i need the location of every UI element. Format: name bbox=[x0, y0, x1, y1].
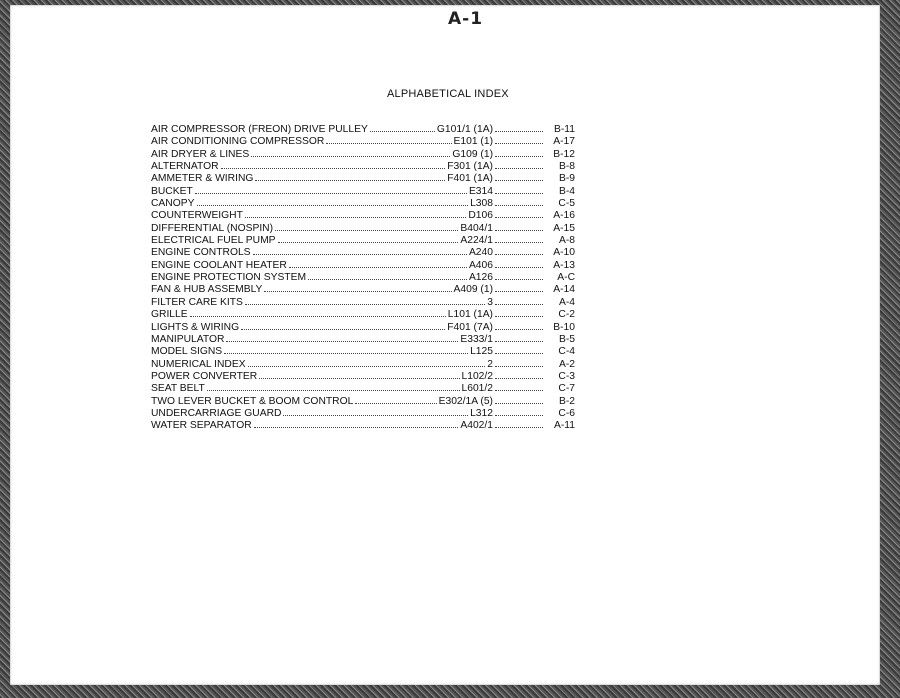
leader-dots bbox=[495, 192, 543, 194]
index-entry bbox=[151, 235, 575, 247]
entry-page: A-C bbox=[557, 272, 575, 284]
entry-page: A-4 bbox=[558, 296, 575, 308]
leader-dots bbox=[495, 303, 543, 305]
leader-dots bbox=[275, 229, 458, 231]
leader-dots bbox=[495, 253, 543, 255]
entry-ref: L312 bbox=[470, 407, 493, 419]
entry-name: SEAT BELT bbox=[151, 383, 205, 395]
entry-ref: L102/2 bbox=[461, 370, 493, 382]
index-entry bbox=[151, 359, 575, 371]
entry-ref: A409 (1) bbox=[453, 284, 493, 296]
index-entry bbox=[151, 186, 575, 198]
entry-page: B-2 bbox=[558, 395, 575, 407]
entry-name: FAN & HUB ASSEMBLY bbox=[151, 284, 263, 296]
entry-ref: G101/1 (1A) bbox=[436, 124, 493, 135]
entry-name: AMMETER & WIRING bbox=[151, 173, 254, 185]
leader-dots bbox=[190, 315, 446, 317]
index-list bbox=[151, 124, 575, 433]
leader-dots bbox=[495, 340, 543, 342]
entry-name: WATER SEPARATOR bbox=[151, 420, 252, 432]
index-entry bbox=[151, 124, 575, 136]
leader-dots bbox=[259, 377, 459, 379]
index-entry bbox=[151, 161, 575, 173]
leader-dots bbox=[495, 402, 543, 404]
leader-dots bbox=[197, 204, 469, 206]
index-entry bbox=[151, 371, 575, 383]
leader-dots bbox=[495, 266, 543, 268]
entry-ref: D106 bbox=[468, 210, 493, 222]
entry-page: B-10 bbox=[553, 321, 575, 333]
entry-page: A-11 bbox=[554, 420, 575, 432]
index-entry bbox=[151, 334, 575, 346]
entry-ref: F301 (1A) bbox=[447, 161, 493, 173]
entry-name: AIR CONDITIONING COMPRESSOR bbox=[151, 136, 325, 148]
entry-page: A-14 bbox=[553, 284, 575, 296]
leader-dots bbox=[495, 290, 543, 292]
leader-dots bbox=[254, 426, 459, 428]
entry-page: B-11 bbox=[554, 124, 575, 135]
entry-page: B-12 bbox=[553, 148, 575, 160]
leader-dots bbox=[289, 266, 467, 268]
leader-dots bbox=[495, 167, 543, 169]
entry-page: C-4 bbox=[558, 346, 575, 358]
entry-name: ALTERNATOR bbox=[151, 161, 219, 173]
entry-ref: L101 (1A) bbox=[447, 309, 493, 321]
leader-dots bbox=[370, 130, 435, 132]
entry-ref: L308 bbox=[470, 198, 493, 210]
entry-page: C-3 bbox=[558, 370, 575, 382]
document-page bbox=[10, 5, 880, 685]
index-entry bbox=[151, 322, 575, 334]
entry-name: ENGINE CONTROLS bbox=[151, 247, 251, 259]
entry-page: A-16 bbox=[553, 210, 575, 222]
entry-name: AIR DRYER & LINES bbox=[151, 148, 250, 160]
leader-dots bbox=[245, 216, 466, 218]
entry-ref: E314 bbox=[468, 185, 493, 197]
leader-dots bbox=[495, 365, 543, 367]
entry-name: ENGINE PROTECTION SYSTEM bbox=[151, 272, 307, 284]
entry-name: FILTER CARE KITS bbox=[151, 296, 243, 308]
entry-name: ENGINE COOLANT HEATER bbox=[151, 259, 287, 271]
index-entry bbox=[151, 408, 575, 420]
leader-dots bbox=[495, 142, 543, 144]
entry-page: C-2 bbox=[558, 309, 575, 321]
leader-dots bbox=[245, 303, 485, 305]
entry-ref: E333/1 bbox=[460, 333, 493, 345]
leader-dots bbox=[248, 365, 486, 367]
leader-dots bbox=[495, 204, 543, 206]
leader-dots bbox=[264, 290, 451, 292]
entry-ref: F401 (1A) bbox=[447, 173, 493, 185]
leader-dots bbox=[495, 155, 543, 157]
entry-ref: B404/1 bbox=[460, 222, 493, 234]
leader-dots bbox=[253, 253, 467, 255]
index-entry bbox=[151, 247, 575, 259]
leader-dots bbox=[495, 426, 543, 428]
entry-name: COUNTERWEIGHT bbox=[151, 210, 243, 222]
entry-page: A-10 bbox=[553, 247, 575, 259]
leader-dots bbox=[308, 278, 467, 280]
leader-dots bbox=[495, 278, 543, 280]
leader-dots bbox=[495, 389, 543, 391]
entry-page: B-8 bbox=[558, 161, 575, 173]
leader-dots bbox=[495, 229, 543, 231]
leader-dots bbox=[226, 340, 458, 342]
entry-name: DIFFERENTIAL (NOSPIN) bbox=[151, 222, 274, 234]
index-entry bbox=[151, 396, 575, 408]
entry-name: ELECTRICAL FUEL PUMP bbox=[151, 235, 276, 247]
index-entry bbox=[151, 284, 575, 296]
entry-name: LIGHTS & WIRING bbox=[151, 321, 240, 333]
leader-dots bbox=[355, 402, 436, 404]
entry-page: A-13 bbox=[553, 259, 575, 271]
entry-ref: L125 bbox=[470, 346, 493, 358]
index-entry bbox=[151, 198, 575, 210]
entry-name: POWER CONVERTER bbox=[151, 370, 258, 382]
entry-name: TWO LEVER BUCKET & BOOM CONTROL bbox=[151, 395, 354, 407]
entry-page: A-17 bbox=[553, 136, 575, 148]
entry-ref: A224/1 bbox=[460, 235, 493, 247]
leader-dots bbox=[495, 241, 543, 243]
index-entry bbox=[151, 210, 575, 222]
index-entry bbox=[151, 173, 575, 185]
leader-dots bbox=[495, 377, 543, 379]
leader-dots bbox=[195, 192, 467, 194]
entry-page: B-9 bbox=[558, 173, 575, 185]
index-entry bbox=[151, 420, 575, 432]
entry-page: A-15 bbox=[553, 222, 575, 234]
entry-ref: E302/1A (5) bbox=[438, 395, 493, 407]
entry-ref: F401 (7A) bbox=[447, 321, 493, 333]
entry-ref: G109 (1) bbox=[452, 148, 493, 160]
entry-ref: 3 bbox=[487, 296, 493, 308]
index-entry bbox=[151, 149, 575, 161]
entry-name: AIR COMPRESSOR (FREON) DRIVE PULLEY bbox=[151, 124, 368, 135]
leader-dots bbox=[495, 130, 543, 132]
leader-dots bbox=[326, 142, 451, 144]
entry-page: A-8 bbox=[558, 235, 575, 247]
index-entry bbox=[151, 260, 575, 272]
entry-name: UNDERCARRIAGE GUARD bbox=[151, 407, 282, 419]
leader-dots bbox=[207, 389, 460, 391]
index-entry bbox=[151, 297, 575, 309]
entry-ref: 2 bbox=[487, 358, 493, 370]
entry-page: A-2 bbox=[558, 358, 575, 370]
leader-dots bbox=[251, 155, 450, 157]
leader-dots bbox=[495, 179, 543, 181]
entry-ref: A126 bbox=[468, 272, 493, 284]
entry-ref: A240 bbox=[468, 247, 493, 259]
index-entry bbox=[151, 272, 575, 284]
index-entry bbox=[151, 346, 575, 358]
index-entry bbox=[151, 309, 575, 321]
index-entry bbox=[151, 383, 575, 395]
leader-dots bbox=[221, 167, 446, 169]
entry-page: C-7 bbox=[558, 383, 575, 395]
page-number-mark: A-1 bbox=[448, 9, 484, 29]
entry-name: NUMERICAL INDEX bbox=[151, 358, 246, 370]
index-entry bbox=[151, 136, 575, 148]
leader-dots bbox=[283, 414, 468, 416]
leader-dots bbox=[278, 241, 459, 243]
entry-ref: E101 (1) bbox=[453, 136, 493, 148]
leader-dots bbox=[495, 328, 543, 330]
leader-dots bbox=[224, 352, 468, 354]
entry-page: B-4 bbox=[558, 185, 575, 197]
entry-ref: A402/1 bbox=[460, 420, 493, 432]
leader-dots bbox=[495, 315, 543, 317]
index-title: ALPHABETICAL INDEX bbox=[387, 88, 509, 100]
leader-dots bbox=[495, 352, 543, 354]
entry-name: CANOPY bbox=[151, 198, 195, 210]
entry-name: MODEL SIGNS bbox=[151, 346, 223, 358]
entry-ref: A406 bbox=[468, 259, 493, 271]
entry-page: C-5 bbox=[558, 198, 575, 210]
entry-ref: L601/2 bbox=[461, 383, 493, 395]
leader-dots bbox=[241, 328, 445, 330]
index-entry bbox=[151, 223, 575, 235]
entry-name: GRILLE bbox=[151, 309, 188, 321]
entry-name: MANIPULATOR bbox=[151, 333, 225, 345]
leader-dots bbox=[255, 179, 445, 181]
leader-dots bbox=[495, 216, 543, 218]
leader-dots bbox=[495, 414, 543, 416]
entry-page: B-5 bbox=[558, 333, 575, 345]
entry-page: C-6 bbox=[558, 407, 575, 419]
entry-name: BUCKET bbox=[151, 185, 193, 197]
